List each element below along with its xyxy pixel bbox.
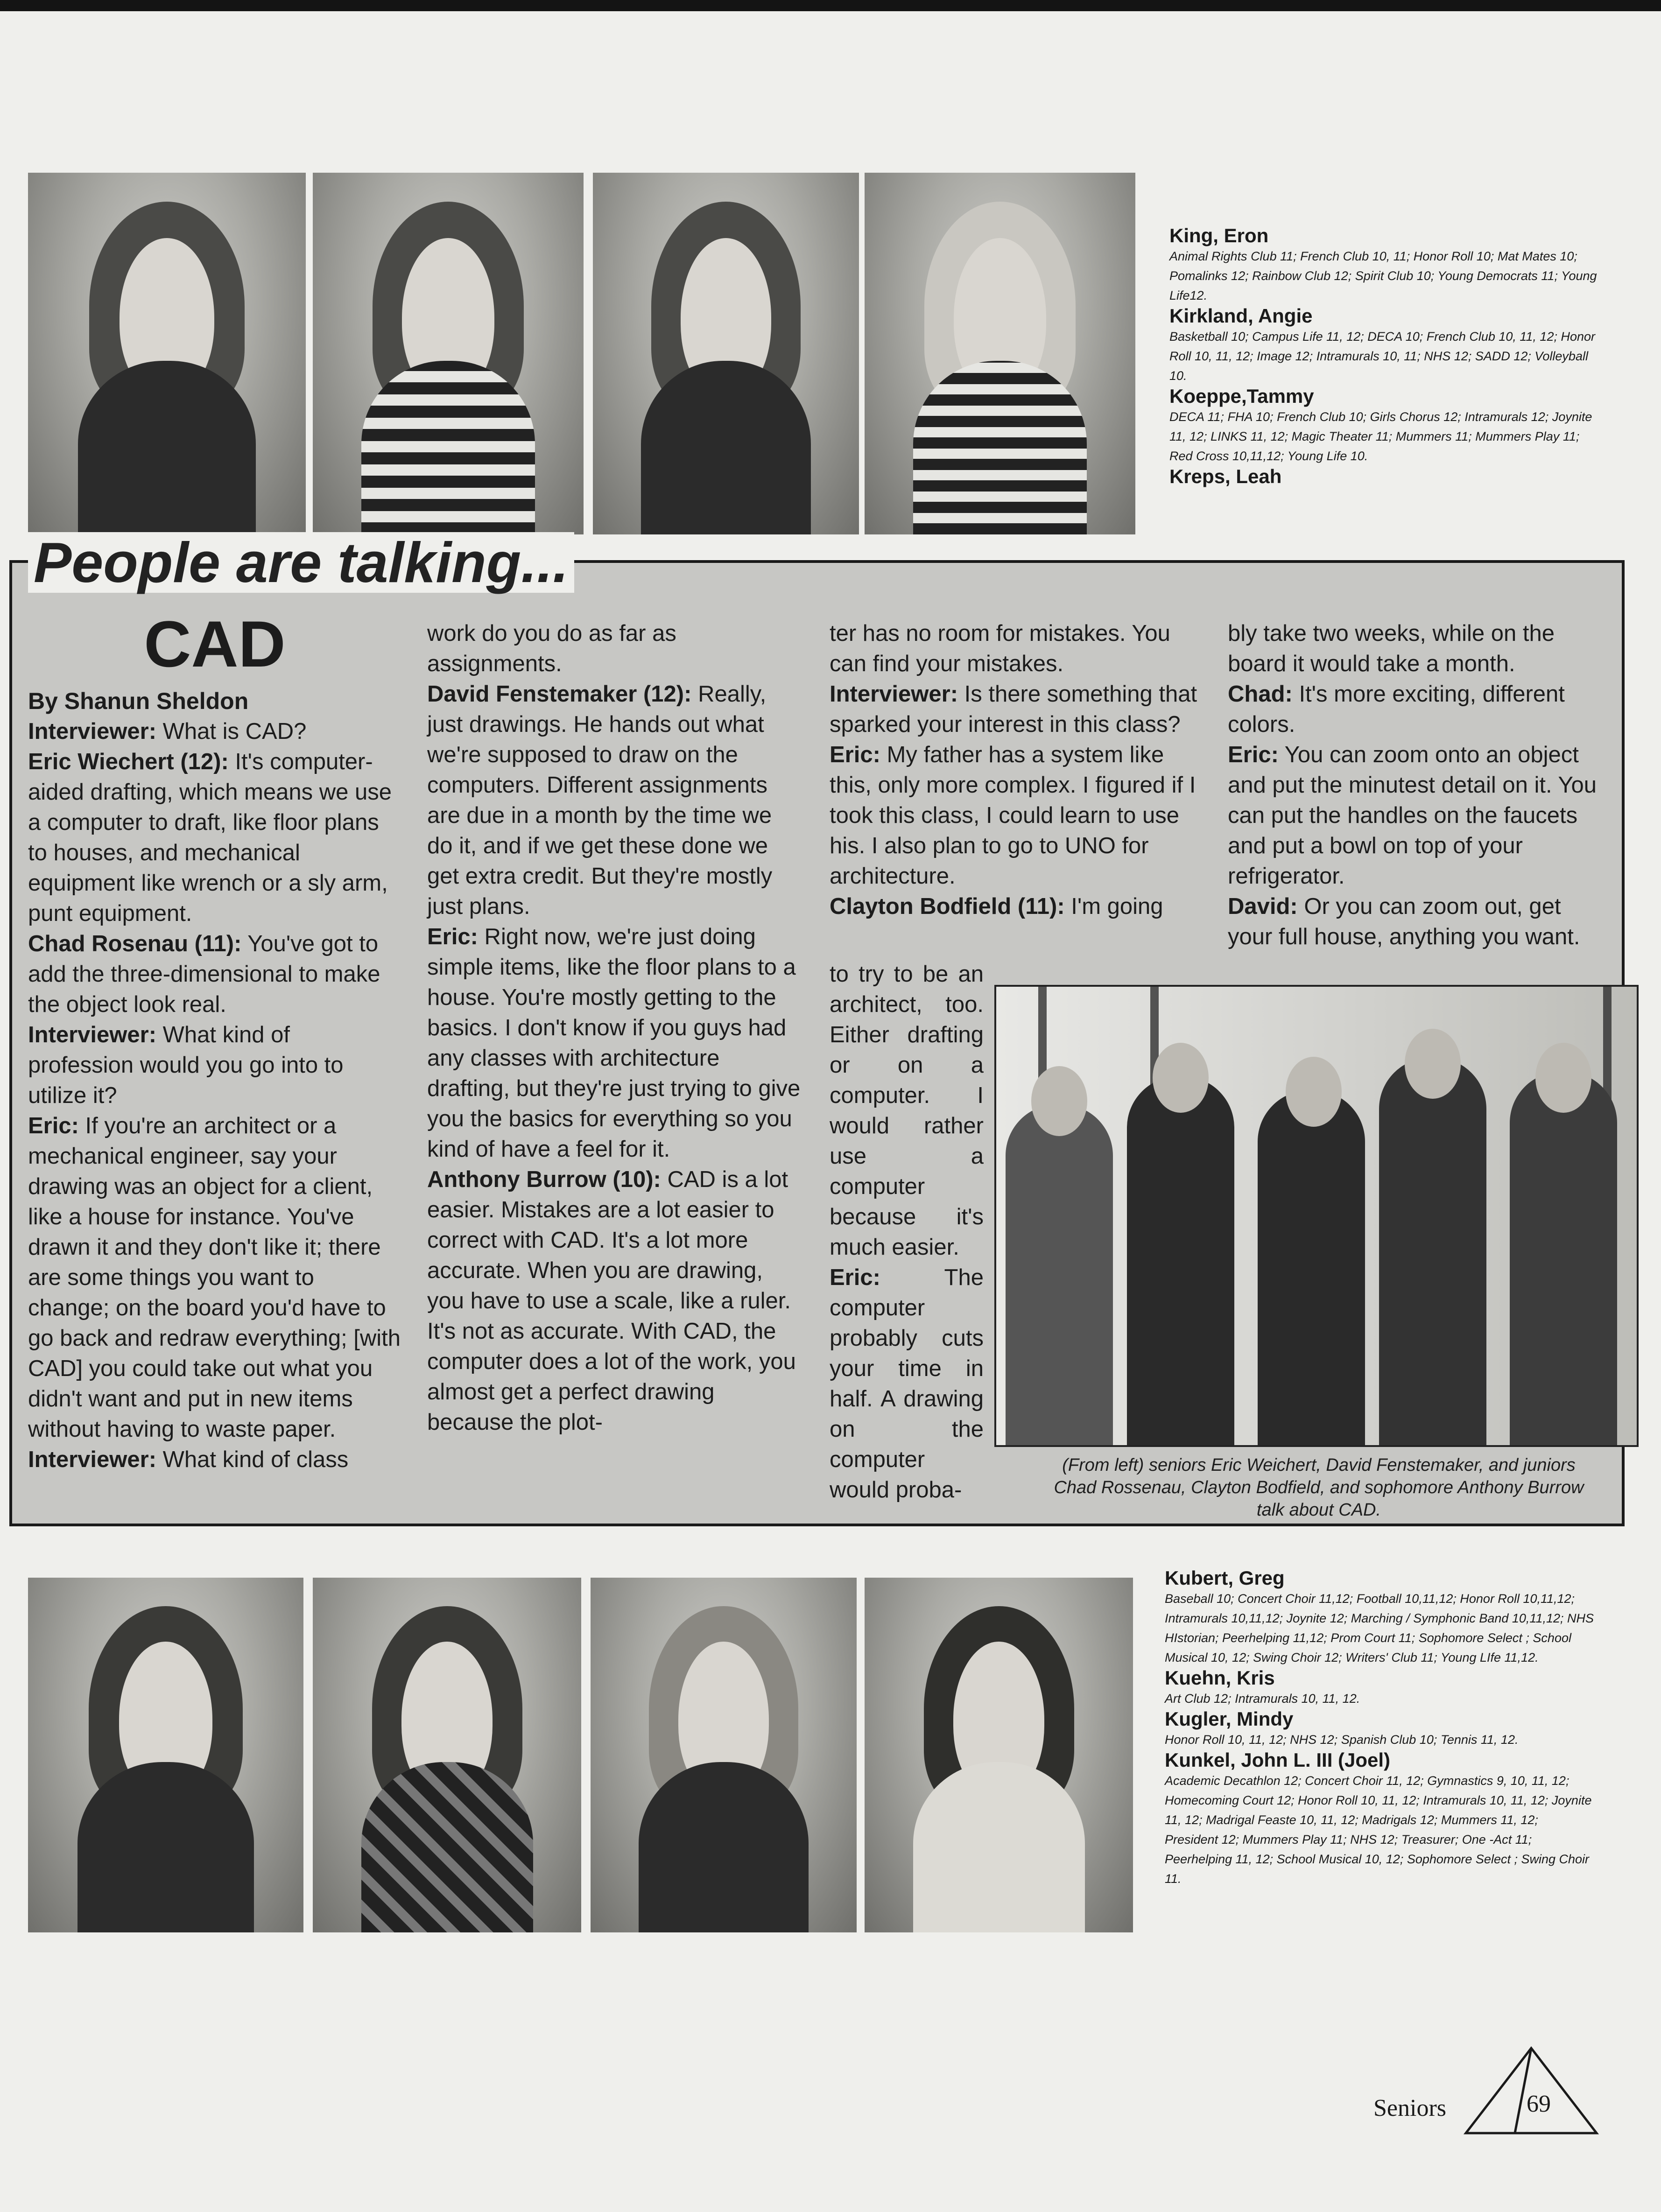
senior-entry	[1169, 305, 1599, 386]
quote-paragraph: Clayton Bodfield (11): I'm going	[830, 894, 1163, 919]
senior-name: Kunkel, John L. III (Joel)	[1165, 1749, 1391, 1771]
page-number: 69	[1527, 2091, 1551, 2117]
senior-name: Kugler, Mindy	[1165, 1708, 1294, 1730]
portrait-kuehn-kris	[313, 1578, 581, 1932]
senior-name: Kreps, Leah	[1169, 465, 1282, 487]
quote-paragraph: Anthony Burrow (10): CAD is a lot easier. Mistakes are a lot easier to correct with CAD. It's a lot more accurate. When you are drawing, you have to use a scale, like a ruler. It's not as accurate. With CAD, the computer does a lot of the work, you almost get a perfect drawing because the plot-	[427, 1167, 796, 1435]
quote-paragraph: to try to be an architect, too. Either drafting or on a computer. I would rather use a computer because it's much easier.	[830, 962, 984, 1260]
senior-entry	[1169, 386, 1599, 466]
senior-entry	[1165, 1708, 1594, 1749]
quote-paragraph: bly take two weeks, while on the board it would take a month.	[1228, 621, 1555, 676]
section-label: Seniors	[1373, 2095, 1446, 2121]
senior-list-bottom	[1165, 1567, 1594, 1889]
quote-paragraph: David Fenstemaker (12): Really, just drawings. He hands out what we're supposed to draw on the computers. Different assignments are due in a month by the time we do it, and if we get these done we get extra credit. But they're mostly just plans.	[427, 681, 773, 919]
quote-paragraph: Eric Wiechert (12): It's computer-aided drafting, which means we use a computer to draft, like floor plans to houses, and mechanical equipment like wrench or a sly arm, punt equipment.	[28, 749, 392, 926]
senior-activities: Baseball 10; Concert Choir 11,12; Football 10,11,12; Honor Roll 10,11,12; Intramurals 10,11,12; Joynite 12; Marching / Symphonic Band 10,11,12; NHS HIstorian; Peerhelping 11,12; Prom Court 11; Sophomore Select ; School Musical 10, 12; Swing Choir 12; Writers' Club 11; Young LIfe 11,12.	[1165, 1592, 1594, 1664]
article-byline: By Shanun Sheldon	[28, 688, 249, 714]
quote-paragraph: Eric: The computer probably cuts your time in half. A drawing on the computer would proba-	[830, 1265, 984, 1503]
group-photo	[994, 985, 1639, 1447]
portrait-king-eron	[28, 173, 306, 534]
article-kicker: People are talking...	[28, 532, 574, 593]
article-column-2	[427, 618, 801, 1438]
senior-activities: Honor Roll 10, 11, 12; NHS 12; Spanish Club 10; Tennis 11, 12.	[1165, 1733, 1519, 1747]
senior-list-top	[1169, 225, 1599, 487]
top-edge-bar	[0, 0, 1661, 11]
quote-paragraph: Chad: It's more exciting, different colors.	[1228, 681, 1565, 737]
senior-entry	[1169, 466, 1599, 487]
quote-paragraph: Interviewer: What is CAD?	[28, 719, 307, 744]
portrait-kugler-mindy	[591, 1578, 857, 1932]
quote-paragraph: Interviewer: Is there something that sparked your interest in this class?	[830, 681, 1197, 737]
photo-caption: (From left) seniors Eric Weichert, David Fenstemaker, and juniors Chad Rossenau, Clayton Bodfield, and sophomore Anthony Burrow talk about CAD.	[1054, 1455, 1584, 1520]
senior-entry	[1169, 225, 1599, 305]
article-column-3-narrow	[830, 959, 984, 1505]
quote-paragraph: Eric: If you're an architect or a mechanical engineer, say your drawing was an object for a client, like a house for instance. You've drawn it and they don't like it; there are some things you want to change; on the board you'd have to go back and redraw everything; [with CAD] you could take out what you didn't want and put in new items without having to waste paper.	[28, 1113, 401, 1442]
quote-paragraph: Eric: My father has a system like this, only more complex. I figured if I took this class, I could learn to use his. I also plan to go to UNO for architecture.	[830, 742, 1196, 889]
senior-entry	[1165, 1749, 1594, 1889]
quote-paragraph: work do you do as far as assignments.	[427, 621, 676, 676]
portrait-kreps-leah	[865, 173, 1135, 534]
portrait-kunkel-joel	[865, 1578, 1133, 1932]
quote-paragraph: Eric: You can zoom onto an object and put the minutest detail on it. You can put the handles on the faucets and put a bowl on top of your refrigerator.	[1228, 742, 1597, 889]
quote-paragraph: Chad Rosenau (11): You've got to add the three-dimensional to make the object look real.	[28, 931, 380, 1017]
portrait-koeppe-tammy	[593, 173, 859, 534]
portrait-kubert-greg	[28, 1578, 303, 1932]
senior-name: Kuehn, Kris	[1165, 1667, 1275, 1689]
quote-paragraph: Interviewer: What kind of profession would you go into to utilize it?	[28, 1022, 344, 1108]
article-column-3	[830, 618, 1203, 922]
senior-name: Koeppe,Tammy	[1169, 385, 1314, 407]
quote-paragraph: ter has no room for mistakes. You can find your mistakes.	[830, 621, 1170, 676]
senior-name: Kubert, Greg	[1165, 1567, 1285, 1589]
senior-entry	[1165, 1667, 1594, 1708]
article-headline: CAD	[144, 607, 286, 681]
senior-activities: Basketball 10; Campus Life 11, 12; DECA 10; French Club 10, 11, 12; Honor Roll 10, 11, 12; Image 12; Intramurals 10, 11; NHS 12; SADD 12; Volleyball 10.	[1169, 330, 1596, 383]
quote-paragraph: Eric: Right now, we're just doing simple items, like the floor plans to a house. You're mostly getting to the basics. I don't know if you guys had any classes with architecture drafting, but they're just trying to give you the basics for everything so you kind of have a feel for it.	[427, 924, 801, 1162]
article-column-1	[28, 607, 401, 1475]
senior-name: King, Eron	[1169, 225, 1269, 246]
senior-activities: DECA 11; FHA 10; French Club 10; Girls Chorus 12; Intramurals 12; Joynite 11, 12; LINKS 11, 12; Magic Theater 11; Mummers 11; Mummers Play 11; Red Cross 10,11,12; Young Life 10.	[1169, 410, 1592, 463]
quote-paragraph: Interviewer: What kind of class	[28, 1447, 349, 1472]
senior-entry	[1165, 1567, 1594, 1667]
senior-activities: Art Club 12; Intramurals 10, 11, 12.	[1165, 1692, 1360, 1706]
senior-activities: Academic Decathlon 12; Concert Choir 11, 12; Gymnastics 9, 10, 11, 12; Homecoming Court 12; Honor Roll 10, 11, 12; Intramurals 10, 11, 12; Joynite 11, 12; Madrigal Feaste 10, 11, 12; Madrigals 12; Mummers 11, 12; President 12; Mummers Play 11; NHS 12; Treasurer; One -Act 11; Peerhelping 11, 12; School Musical 10, 12; Sophomore Select ; Swing Choir 11.	[1165, 1774, 1592, 1886]
senior-name: Kirkland, Angie	[1169, 305, 1313, 327]
quote-paragraph: David: Or you can zoom out, get your full house, anything you want.	[1228, 894, 1580, 949]
article-column-4	[1228, 618, 1601, 952]
senior-activities: Animal Rights Club 11; French Club 10, 11; Honor Roll 10; Mat Mates 10; Pomalinks 12; Rainbow Club 12; Spirit Club 10; Young Democrats 11; Young Life12.	[1169, 249, 1597, 302]
portrait-kirkland-angie	[313, 173, 584, 534]
